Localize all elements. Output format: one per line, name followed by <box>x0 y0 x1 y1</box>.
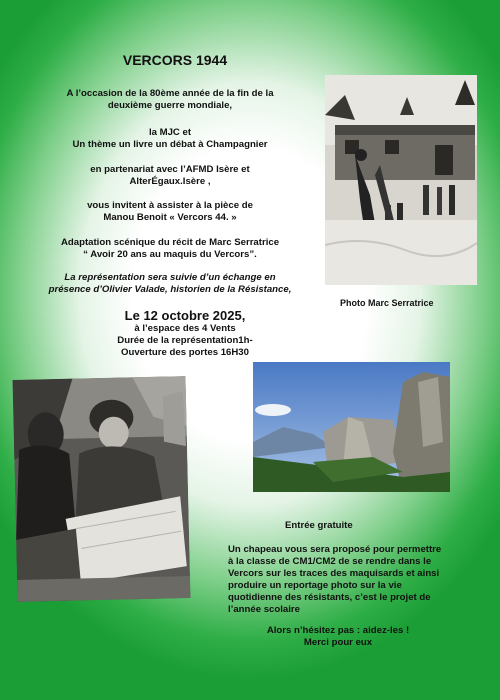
partnership-line-1: en partenariat avec l’AFMD Isère et <box>90 164 250 175</box>
event-doors: Ouverture des portes 16H30 <box>121 347 249 358</box>
followup-text <box>15 272 325 296</box>
snow-cabin-photo <box>325 75 477 285</box>
invitation-line-2: Manou Benoit « Vercors 44. » <box>103 212 237 223</box>
event-details <box>70 323 300 359</box>
invitation-line-1: vous invitent à assister à la pièce de <box>87 200 253 211</box>
hat-appeal-line-5: quotidienne des résistants, c’est le projet de <box>228 592 431 603</box>
partnership-text <box>20 164 320 188</box>
adaptation-line-1: Adaptation scénique du récit de Marc Serratrice <box>60 237 280 248</box>
event-venue: à l’espace des 4 Vents <box>134 323 236 334</box>
hat-appeal-line-3: Vercors sur les traces des maquisards et ainsi <box>228 568 440 579</box>
partnership-line-2: AlterÉgaux.Isère , <box>129 176 211 187</box>
intro-text <box>20 88 320 112</box>
organizers-line-1: la MJC et <box>148 127 192 138</box>
poster-title: VERCORS 1944 <box>122 52 228 68</box>
adaptation-text <box>15 237 325 261</box>
entry-label: Entrée gratuite <box>285 520 353 531</box>
followup-line-1: La représentation sera suivie d’un échange en <box>64 272 276 283</box>
closing-text <box>238 625 438 649</box>
closing-line-2: Merci pour eux <box>303 637 373 648</box>
maquis-fighters-photo <box>13 376 191 602</box>
hat-appeal-line-2: à la classe de CM1/CM2 de se rendre dans le <box>228 556 432 567</box>
hat-appeal-line-6: l’année scolaire <box>228 604 300 615</box>
followup-line-2: présence d’Olivier Valade, historien de la Résistance, <box>48 284 292 295</box>
organizers-line-2: Un thème un livre un débat à Champagnier <box>72 139 268 150</box>
vercors-mountain-photo <box>253 362 450 492</box>
intro-line-2: deuxième guerre mondiale, <box>107 100 233 111</box>
event-date: Le 12 octobre 2025, <box>124 308 246 323</box>
photo-credit: Photo Marc Serratrice <box>340 298 434 308</box>
hat-appeal-text <box>228 544 493 616</box>
intro-line-1: A l’occasion de la 80ème année de la fin de la <box>66 88 274 99</box>
organizers-text <box>20 127 320 151</box>
event-duration: Durée de la représentation1h- <box>117 335 253 346</box>
hat-appeal-line-4: produire un reportage photo sur la vie <box>228 580 402 591</box>
closing-line-1: Alors n’hésitez pas : aidez-les ! <box>266 625 410 636</box>
adaptation-line-2: “ Avoir 20 ans au maquis du Vercors”. <box>83 249 257 260</box>
invitation-text <box>20 200 320 224</box>
hat-appeal-line-1: Un chapeau vous sera proposé pour permettre <box>228 544 442 555</box>
